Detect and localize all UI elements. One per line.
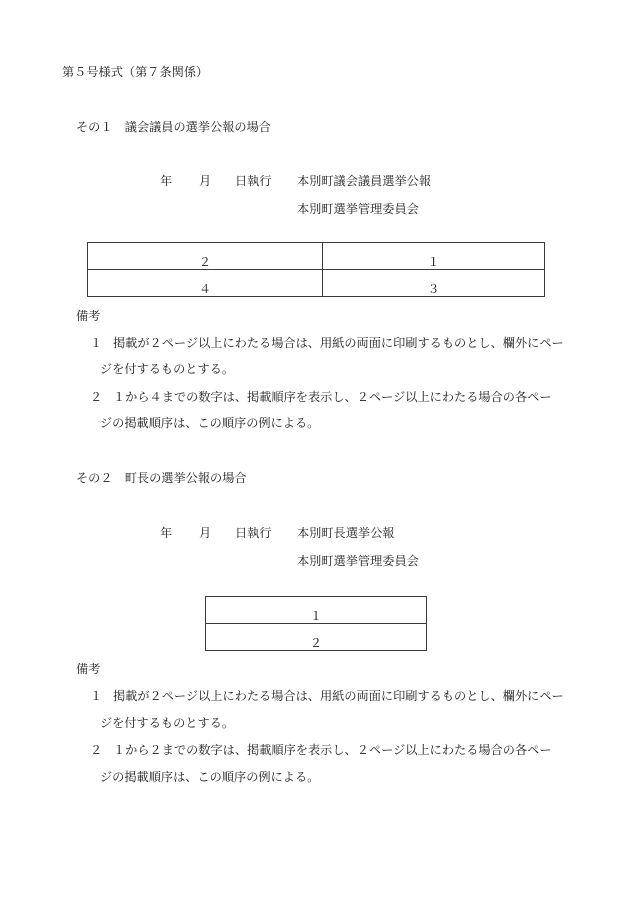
section1-issuer: 本別町選挙管理委員会 (297, 202, 419, 216)
section2-note2-line1: １から２までの数字は、掲載順序を表示し、２ページ以上にわたる場合の各ペー (113, 743, 552, 757)
section1-date-year: 年 (160, 174, 173, 188)
section2-note2-number: ２ (90, 743, 103, 757)
table-cell (206, 624, 427, 651)
section1-date-day: 日執行 (235, 174, 272, 188)
section1-notes-label: 備考 (76, 309, 101, 323)
section2-bulletin-title: 本別町長選挙公報 (297, 526, 395, 540)
page-number: １ (427, 255, 440, 269)
table-cell (323, 243, 545, 270)
page-number: １ (309, 609, 323, 623)
table-row (206, 624, 427, 651)
section2-note1-line2: ジを付するものとする。 (100, 716, 235, 730)
section1-note2-line2: ジの掲載順序は、この順序の例による。 (100, 416, 320, 430)
table-cell (206, 597, 427, 624)
section1-bulletin-title: 本別町議会議員選挙公報 (297, 174, 432, 188)
section1-note1-line1: 掲載が２ページ以上にわたる場合は、用紙の両面に印刷するものとし、欄外にペー (113, 336, 564, 350)
table-row (88, 270, 545, 297)
section2-heading: その２ 町長の選挙公報の場合 (76, 471, 247, 485)
section1-note2-line1: １から４までの数字は、掲載順序を表示し、２ページ以上にわたる場合の各ペー (113, 390, 552, 404)
form-header: 第５号様式（第７条関係） (62, 65, 209, 79)
section1-note1-line2: ジを付するものとする。 (100, 362, 235, 376)
section2-note1-line1: 掲載が２ページ以上にわたる場合は、用紙の両面に印刷するものとし、欄外にペー (113, 689, 564, 703)
section1-date-month: 月 (199, 174, 212, 188)
section2-notes-label: 備考 (76, 662, 101, 676)
table-row (206, 597, 427, 624)
section1-heading: その１ 議会議員の選挙公報の場合 (76, 120, 271, 134)
section2-date-month: 月 (199, 526, 212, 540)
page-number: ２ (198, 255, 212, 269)
section1-page-order-table (87, 242, 545, 297)
page-number: ２ (309, 636, 323, 650)
section2-date-day: 日執行 (235, 526, 272, 540)
section1-note1-number: １ (90, 336, 103, 350)
page-number: ４ (198, 282, 212, 296)
section2-page-order-table (205, 596, 427, 651)
section2-date-year: 年 (160, 526, 173, 540)
section2-note2-line2: ジの掲載順序は、この順序の例による。 (100, 770, 320, 784)
table-cell (88, 243, 323, 270)
page-number: ３ (427, 282, 440, 296)
section2-issuer: 本別町選挙管理委員会 (297, 554, 419, 568)
table-cell (323, 270, 545, 297)
section1-note2-number: ２ (90, 390, 103, 404)
table-cell (88, 270, 323, 297)
table-row (88, 243, 545, 270)
section2-note1-number: １ (90, 689, 103, 703)
